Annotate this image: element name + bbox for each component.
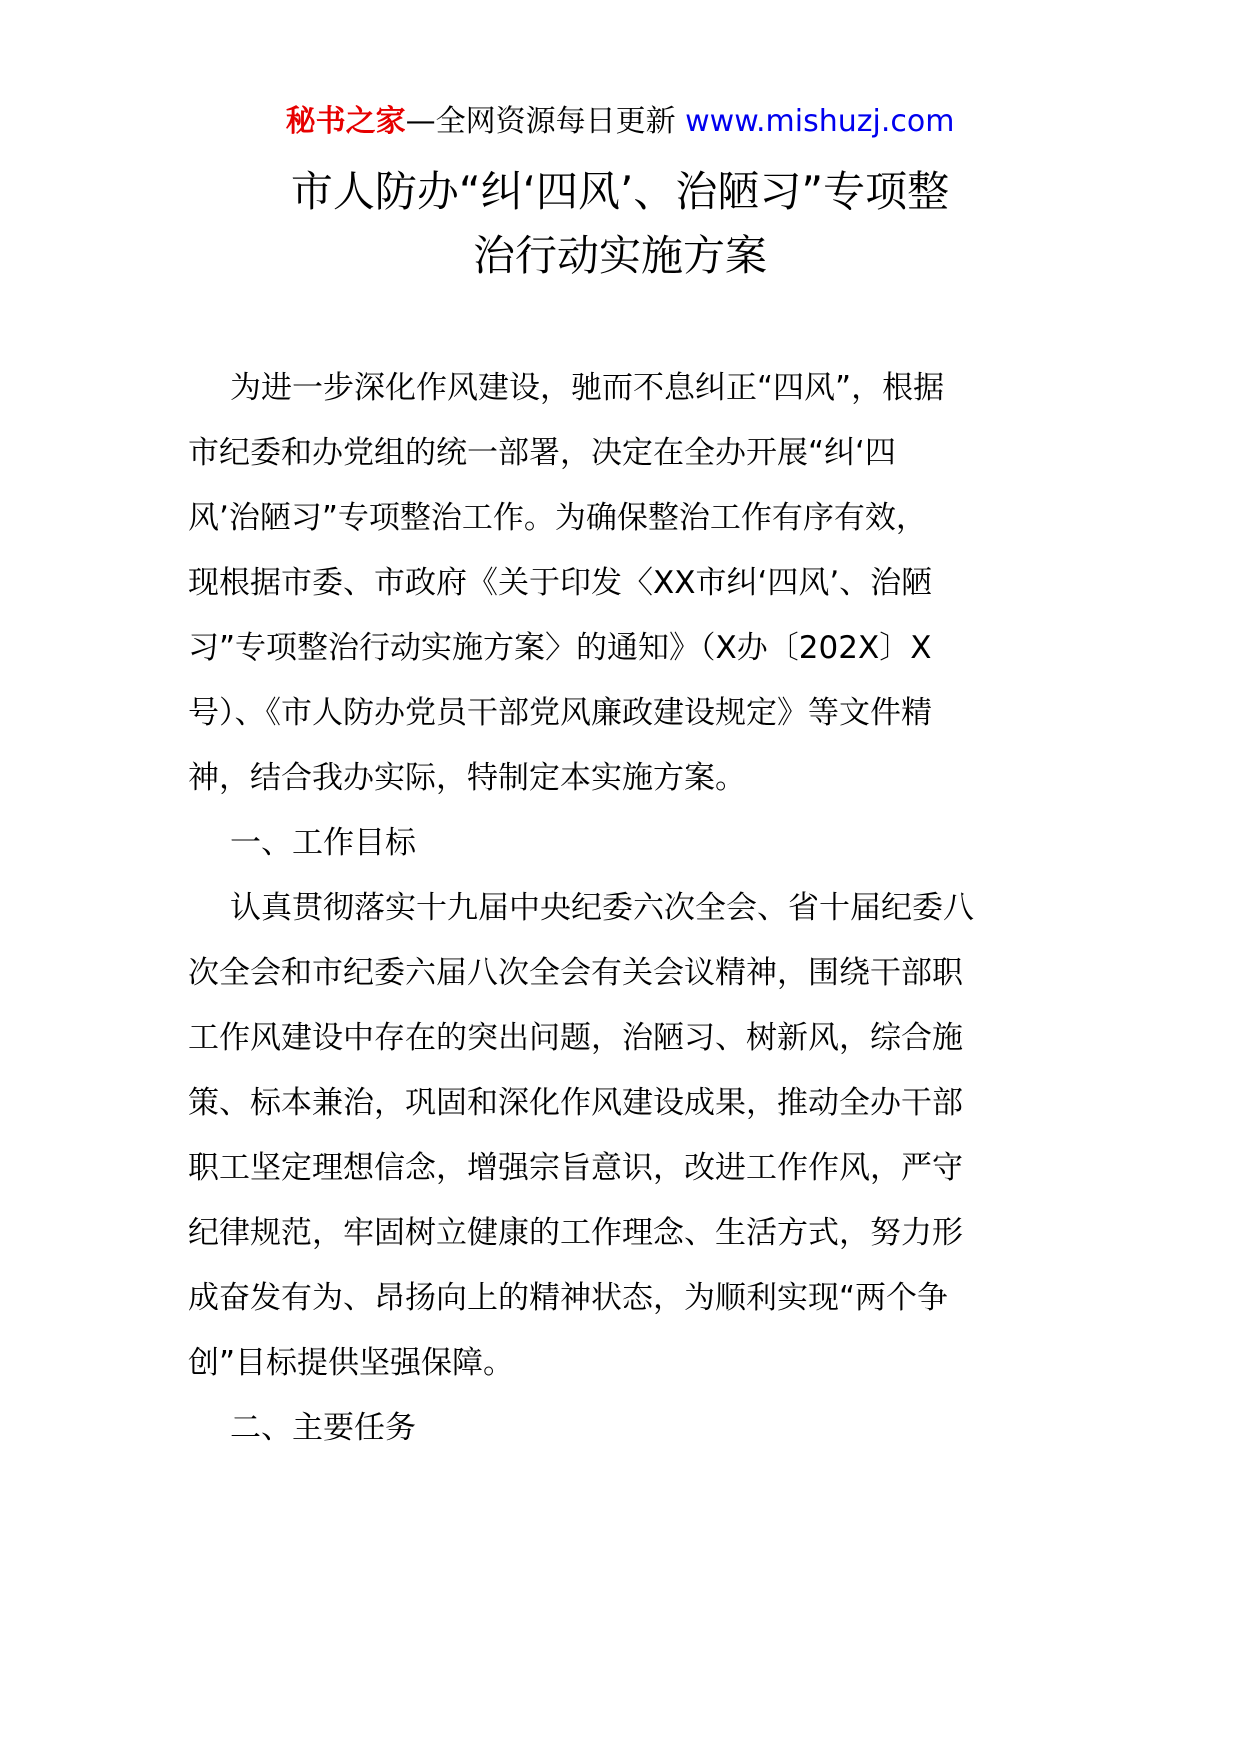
site-banner xyxy=(0,100,1240,144)
paragraph-line: 次全会和市纪委六届八次全会有关会议精神，围绕干部职 xyxy=(188,955,963,991)
paragraph-line: 认真贯彻落实十九届中央纪委六次全会、省十届纪委八 xyxy=(230,890,974,926)
paragraph-line: 策、标本兼治，巩固和深化作风建设成果，推动全办干部 xyxy=(188,1085,963,1121)
section-heading: 一、工作目标 xyxy=(230,825,416,861)
paragraph-line: 成奋发有为、昂扬向上的精神状态，为顺利实现“两个争 xyxy=(188,1280,949,1316)
document-body xyxy=(188,356,1052,1461)
paragraph-line: 为进一步深化作风建设，驰而不息纠正“四风”，根据 xyxy=(230,370,945,406)
paragraph-line: 风’治陋习”专项整治工作。为确保整治工作有序有效， xyxy=(188,500,927,536)
paragraph-line: 现根据市委、市政府《关于印发〈XX市纠‘四风’、治陋 xyxy=(188,565,933,601)
title-line-2: 治行动实施方案 xyxy=(472,231,767,280)
section-heading: 二、主要任务 xyxy=(230,1410,416,1446)
document-title xyxy=(150,160,1090,288)
title-line-1: 市人防办“纠‘四风’、治陋习”专项整 xyxy=(290,167,950,216)
paragraph-line: 习”专项整治行动实施方案〉的通知》（X办〔202X〕X xyxy=(188,630,932,666)
paragraph-line: 号）、《市人防办党员干部党风廉政建设规定》等文件精 xyxy=(188,695,932,731)
brand-name: 秘书之家 xyxy=(285,104,406,139)
paragraph-line: 创”目标提供坚强保障。 xyxy=(188,1345,515,1381)
site-url-link[interactable]: www.mishuzj.com xyxy=(685,104,955,139)
paragraph-line: 神，结合我办实际，特制定本实施方案。 xyxy=(188,760,746,796)
paragraph-line: 市纪委和办党组的统一部署，决定在全办开展“纠‘四 xyxy=(188,435,896,471)
paragraph-line: 工作风建设中存在的突出问题，治陋习、树新风，综合施 xyxy=(188,1020,963,1056)
paragraph-line: 纪律规范，牢固树立健康的工作理念、生活方式，努力形 xyxy=(188,1215,963,1251)
paragraph-line: 职工坚定理想信念，增强宗旨意识，改进工作作风，严守 xyxy=(188,1150,963,1186)
banner-tagline: —全网资源每日更新 xyxy=(405,104,676,139)
